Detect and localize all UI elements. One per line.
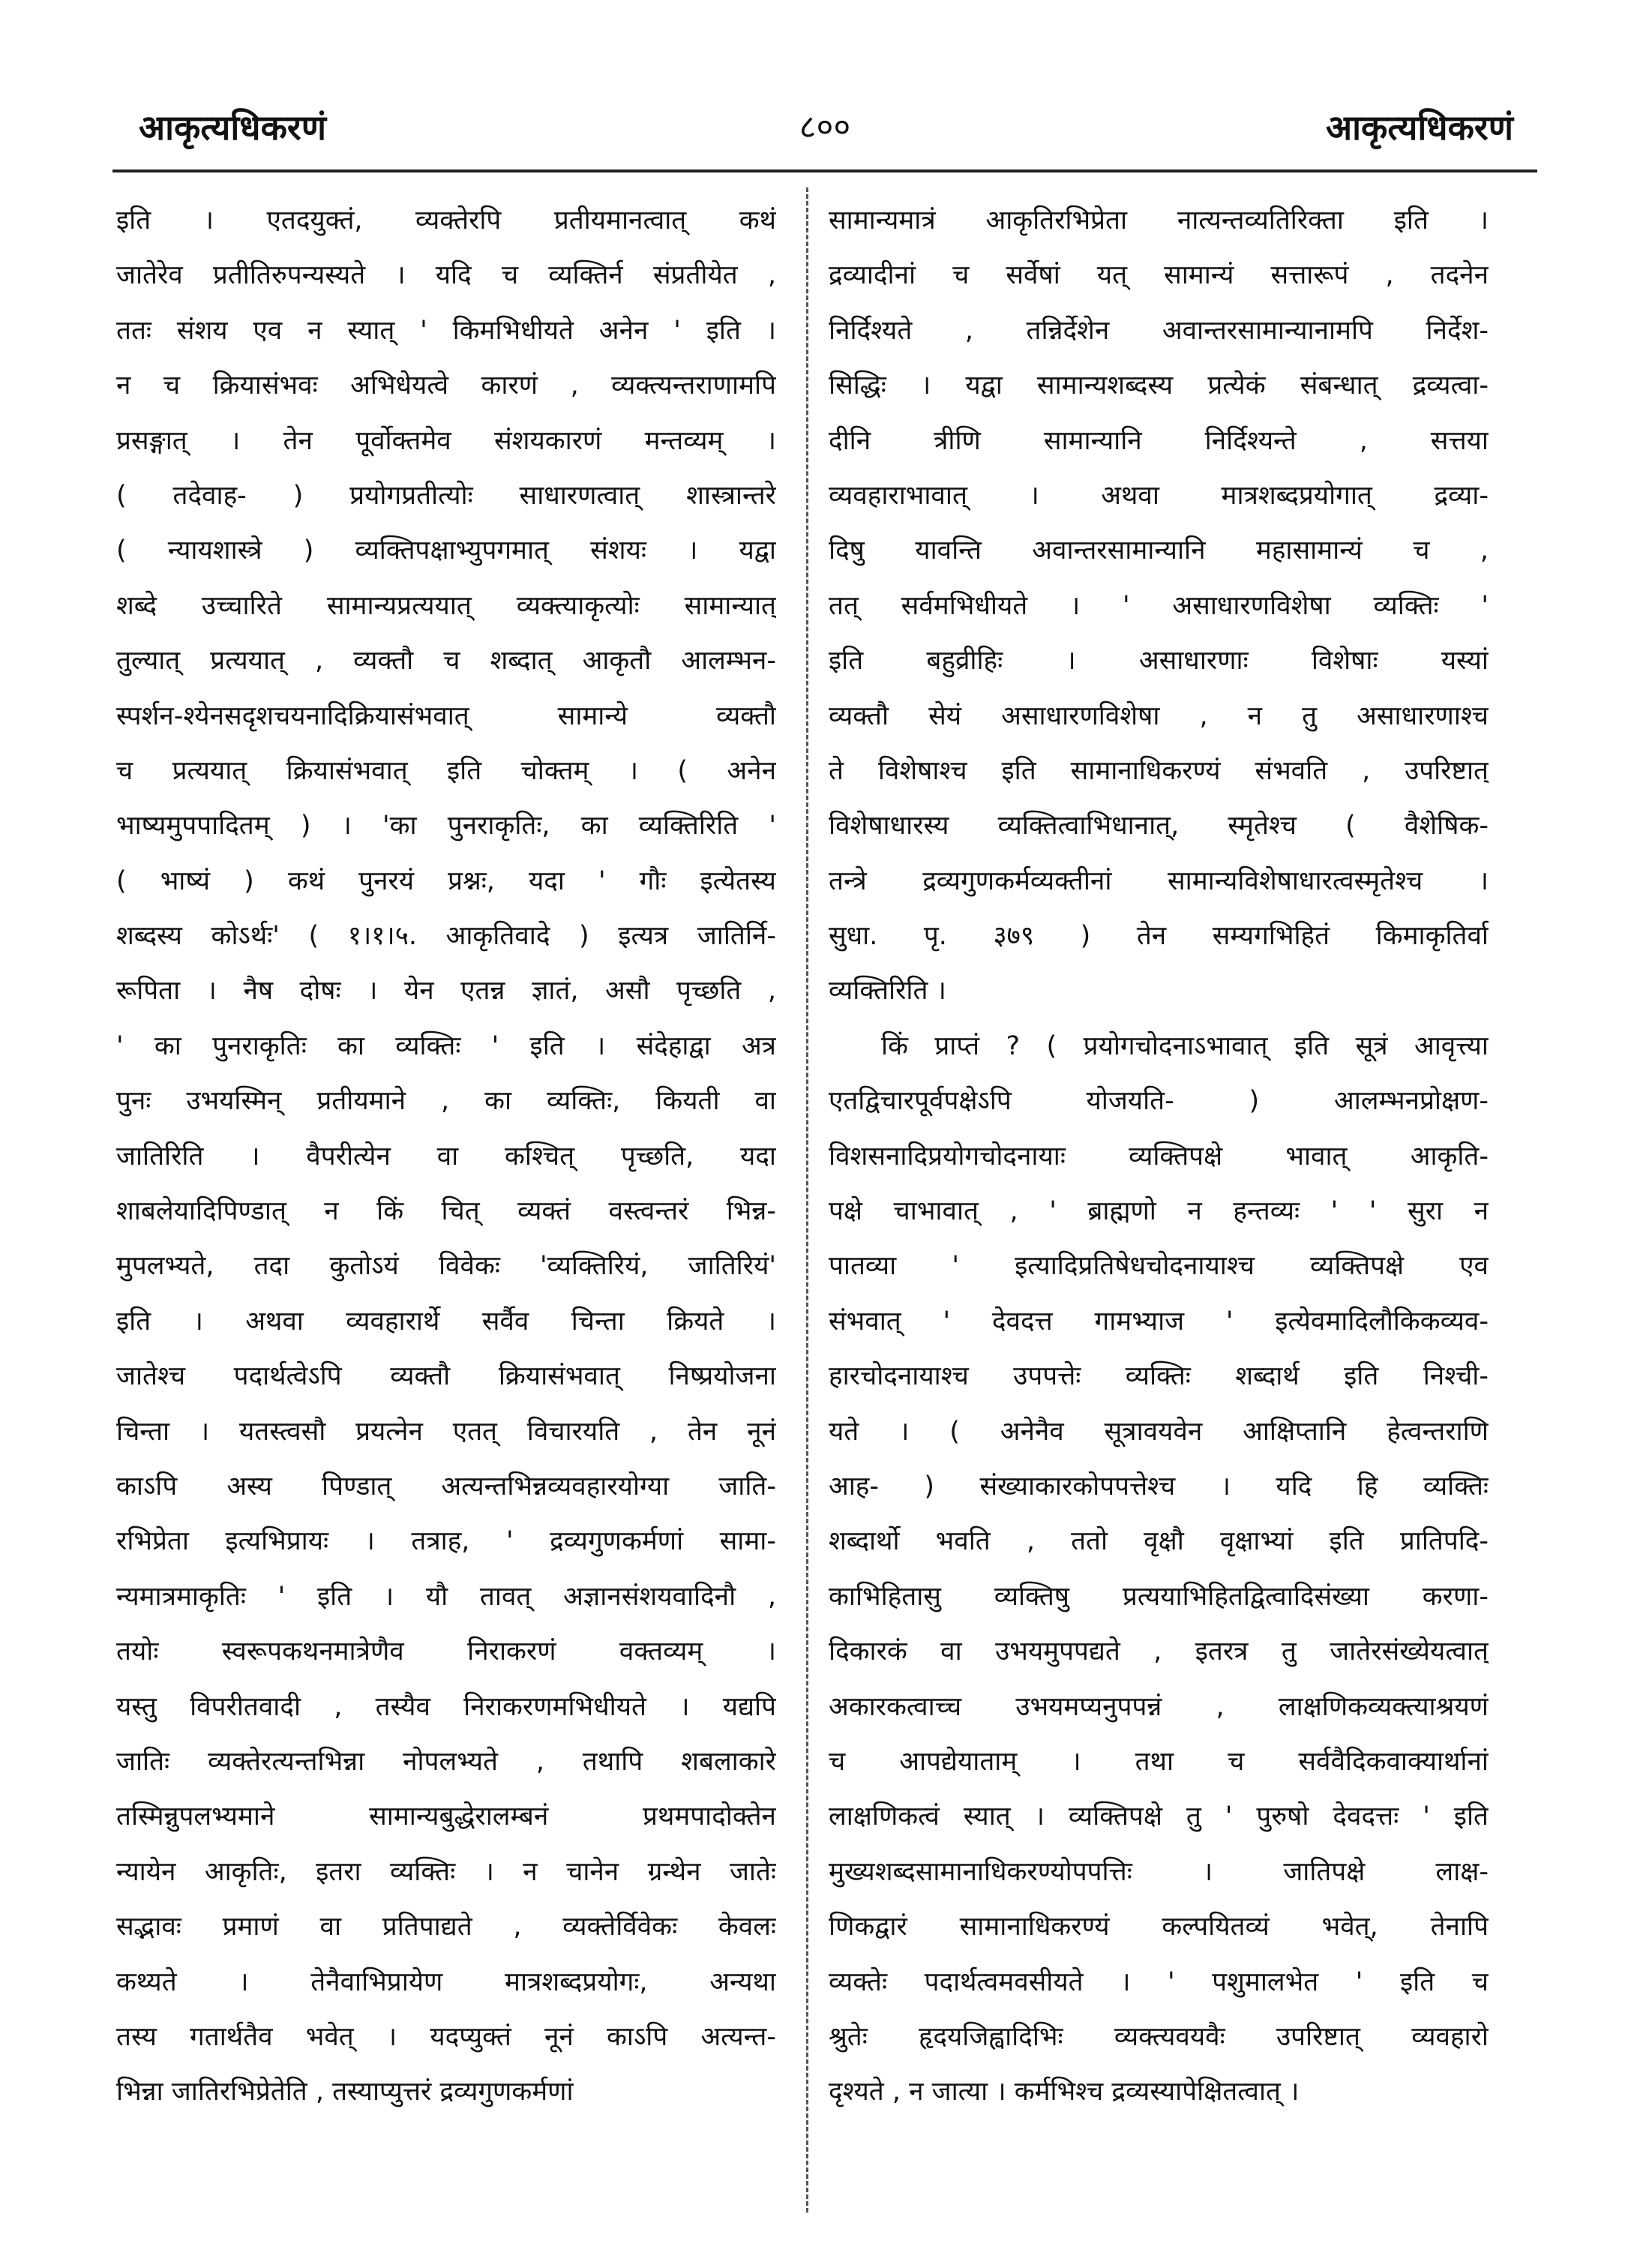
text-line: लाक्षणिकत्वं स्यात् । व्यक्तिपक्षे तु ' पुरुषो देवदत्तः ' इति (829, 1802, 1489, 1832)
text-line: दृश्यते , न जात्या । कर्मभिश्च द्रव्यस्यापेक्षितत्वात् । (829, 2077, 1300, 2108)
text-line: पक्षे चाभावात् , ' ब्राह्मणो न हन्तव्यः ' ' सुरा न (829, 1196, 1489, 1227)
text-line: तुल्यात् प्रत्ययात् , व्यक्तौ च शब्दात् आकृतौ आलम्भन- (116, 646, 776, 676)
text-line: दिकारकं वा उभयमुपपद्यते , इतरत्र तु जातेरसंख्येयत्वात् (829, 1636, 1489, 1667)
text-line: इति । अथवा व्यवहारार्थे सर्वैव चिन्ता क्रियते । (116, 1306, 776, 1336)
text-line: जातिरिति । वैपरीत्येन वा कश्चित् पृच्छति, यदा (116, 1141, 776, 1172)
text-line: तस्मिन्नुपलभ्यमाने सामान्यबुद्धेरालम्बनं प्रथमपादोक्तेन (116, 1802, 776, 1832)
text-line: सिद्धिः । यद्वा सामान्यशब्दस्य प्रत्येकं संबन्धात् द्रव्यत्वा- (829, 370, 1489, 401)
text-line: ( भाष्यं ) कथं पुनरयं प्रश्नः, यदा ' गौः इत्येतस्य (116, 866, 776, 896)
text-line: पातव्या ' इत्यादिप्रतिषेधचोदनायाश्च व्यक्तिपक्षे एव (829, 1251, 1489, 1282)
text-line: व्यक्तेः पदार्थत्वमवसीयते । ' पशुमालभेत ' इति च (829, 1966, 1489, 1997)
text-line: काभिहितासु व्यक्तिषु प्रत्ययाभिहितद्वित्वादिसंख्या करणा- (829, 1581, 1489, 1612)
text-line: च प्रत्ययात् क्रियासंभवात् इति चोक्तम् । ( अनेन (116, 755, 776, 786)
text-line: विशेषाधारस्य व्यक्तित्वाभिधानात्, स्मृतेश्च ( वैशेषिक- (829, 811, 1489, 842)
right-text-column (829, 194, 1489, 2211)
left-text-column (116, 194, 776, 2211)
text-line: स्पर्शन-श्येनसदृशचयनादिक्रियासंभवात् सामान्ये व्यक्तौ (116, 700, 776, 731)
text-line: दिषु यावन्ति अवान्तरसामान्यानि महासामान्यं च , (829, 536, 1489, 566)
running-head-right: आकृत्यधिकरणं (1326, 107, 1513, 148)
text-line: इति बहुव्रीहिः । असाधारणाः विशेषाः यस्यां (829, 646, 1489, 676)
text-line: विशसनादिप्रयोगचोदनायाः व्यक्तिपक्षे भावात् आकृति- (829, 1141, 1489, 1172)
text-line: यते । ( अनेनैव सूत्रावयवेन आक्षिप्तानि हेत्वन्तराणि (829, 1416, 1489, 1447)
text-line: सुधा. पृ. ३७९ ) तेन सम्यगभिहितं किमाकृतिर्वा (829, 921, 1489, 952)
text-line: हारचोदनायाश्च उपपत्तेः व्यक्तिः शब्दार्थ इति निश्ची- (829, 1361, 1489, 1392)
text-line: सामान्यमात्रं आकृतिरभिप्रेता नात्यन्तव्यतिरिक्ता इति । (829, 206, 1489, 236)
text-line: द्रव्यादीनां च सर्वेषां यत् सामान्यं सत्तारूपं , तदनेन (829, 260, 1489, 291)
column-divider (806, 188, 808, 2212)
text-line: अकारकत्वाच्च उभयमप्यनुपपन्नं , लाक्षणिकव्यक्त्याश्रयणं (829, 1691, 1489, 1722)
text-line: कथ्यते । तेनैवाभिप्रायेण मात्रशब्दप्रयोगः, अन्यथा (116, 1966, 776, 1997)
text-line: जातेश्च पदार्थत्वेऽपि व्यक्तौ क्रियासंभवात् निष्प्रयोजना (116, 1361, 776, 1392)
text-line: न च क्रियासंभवः अभिधेयत्वे कारणं , व्यक्त्यन्तराणामपि (116, 370, 776, 401)
text-line: ते विशेषाश्च इति सामानाधिकरण्यं संभवति , उपरिष्टात् (829, 755, 1489, 786)
text-line: संभवात् ' देवदत्त गामभ्याज ' इत्येवमादिलौकिकव्यव- (829, 1306, 1489, 1336)
text-line: च आपद्येयाताम् । तथा च सर्ववैदिकवाक्यार्थानां (829, 1746, 1489, 1777)
text-line: पुनः उभयस्मिन् प्रतीयमाने , का व्यक्तिः, कियती वा (116, 1086, 776, 1117)
text-line: न्यायेन आकृतिः, इतरा व्यक्तिः । न चानेन ग्रन्थेन जातेः (116, 1856, 776, 1887)
text-line: निर्दिश्यते , तन्निर्देशेन अवान्तरसामान्यानामपि निर्देश- (829, 315, 1489, 346)
text-line: श्रुतेः हृदयजिह्वादिभिः व्यक्त्यवयवैः उपरिष्टात् व्यवहारो (829, 2021, 1489, 2052)
text-line: मुपलभ्यते, तदा कुतोऽयं विवेकः 'व्यक्तिरियं, जातिरियं' (116, 1251, 776, 1282)
text-line: व्यक्तौ सेयं असाधारणविशेषा , न तु असाधारणाश्च (829, 700, 1489, 731)
text-line: ( तदेवाह- ) प्रयोगप्रतीत्योः साधारणत्वात् शास्त्रान्तरे (116, 480, 776, 511)
text-line: ' का पुनराकृतिः का व्यक्तिः ' इति । संदेहाद्वा अत्र (116, 1030, 776, 1061)
text-line: णिकद्वारं सामानाधिकरण्यं कल्पयितव्यं भवेत्, तेनापि (829, 1912, 1489, 1942)
page-number: ८०० (799, 108, 851, 146)
text-line: भिन्ना जातिरभिप्रेतेति , तस्याप्युत्तरं द्रव्यगुणकर्मणां (116, 2077, 574, 2108)
text-line: प्रसङ्गात् । तेन पूर्वोक्तमेव संशयकारणं मन्तव्यम् । (116, 425, 776, 456)
text-line: व्यवहाराभावात् । अथवा मात्रशब्दप्रयोगात् द्रव्या- (829, 480, 1489, 511)
text-line: काऽपि अस्य पिण्डात् अत्यन्तभिन्नव्यवहारयोग्या जाति- (116, 1471, 776, 1502)
text-line: जातेरेव प्रतीतिरुपन्यस्यते । यदि च व्यक्तिर्न संप्रतीयेत , (116, 260, 776, 291)
text-line: शब्दार्थो भवति , ततो वृक्षौ वृक्षाभ्यां इति प्रातिपदि- (829, 1526, 1489, 1557)
text-line: शब्दस्य कोऽर्थः' ( १।१।५. आकृतिवादे ) इत्यत्र जातिर्नि- (116, 921, 776, 952)
text-line: तयोः स्वरूपकथनमात्रेणैव निराकरणं वक्तव्यम् । (116, 1636, 776, 1667)
text-line: एतद्विचारपूर्वपक्षेऽपि योजयति- ) आलम्भनप्रोक्षण- (829, 1086, 1489, 1117)
text-line: मुख्यशब्दसामानाधिकरण्योपपत्तिः । जातिपक्षे लाक्ष- (829, 1856, 1489, 1887)
text-line: यस्तु विपरीतवादी , तस्यैव निराकरणमभिधीयते । यद्यपि (116, 1691, 776, 1722)
text-line: रभिप्रेता इत्यभिप्रायः । तत्राह, ' द्रव्यगुणकर्मणां सामा- (116, 1526, 776, 1557)
header-rule (112, 170, 1537, 172)
text-line: ( न्यायशास्त्रे ) व्यक्तिपक्षाभ्युपगमात् संशयः । यद्वा (116, 536, 776, 566)
text-line: तन्त्रे द्रव्यगुणकर्मव्यक्तीनां सामान्यविशेषाधारत्वस्मृतेश्च । (829, 866, 1489, 896)
text-line: चिन्ता । यतस्त्वसौ प्रयत्नेन एतत् विचारयति , तेन नूनं (116, 1416, 776, 1447)
text-line: आह- ) संख्याकारकोपपत्तेश्च । यदि हि व्यक्तिः (829, 1471, 1489, 1502)
running-head-left: आकृत्यधिकरणं (139, 107, 326, 148)
text-line: इति । एतदयुक्तं, व्यक्तेरपि प्रतीयमानत्वात् कथं (116, 206, 776, 236)
text-line: तस्य गतार्थतैव भवेत् । यदप्युक्तं नूनं काऽपि अत्यन्त- (116, 2021, 776, 2052)
text-line: किं प्राप्तं ? ( प्रयोगचोदनाऽभावात् इति सूत्रं आवृत्त्या (881, 1030, 1489, 1061)
text-line: व्यक्तिरिति । (829, 976, 946, 1006)
text-line: तत् सर्वमभिधीयते । ' असाधारणविशेषा व्यक्तिः ' (829, 590, 1489, 621)
text-line: ततः संशय एव न स्यात् ' किमभिधीयते अनेन ' इति । (116, 315, 776, 346)
text-line: सद्भावः प्रमाणं वा प्रतिपाद्यते , व्यक्तेर्विवेकः केवलः (116, 1912, 776, 1942)
text-line: जातिः व्यक्तेरत्यन्तभिन्ना नोपलभ्यते , तथापि शबलाकारे (116, 1746, 776, 1777)
text-line: भाष्यमुपपादितम् ) । 'का पुनराकृतिः, का व्यक्तिरिति ' (116, 811, 776, 842)
text-line: न्यमात्रमाकृतिः ' इति । यौ तावत् अज्ञानसंशयवादिनौ , (116, 1581, 776, 1612)
text-line: दीनि त्रीणि सामान्यानि निर्दिश्यन्ते , सत्तया (829, 425, 1489, 456)
text-line: शब्दे उच्चारिते सामान्यप्रत्ययात् व्यक्त्याकृत्योः सामान्यात् (116, 590, 776, 621)
text-line: रूपिता । नैष दोषः । येन एतन्न ज्ञातं, असौ पृच्छति , (116, 976, 776, 1006)
text-line: शाबलेयादिपिण्डात् न किं चित् व्यक्तं वस्त्वन्तरं भिन्न- (116, 1196, 776, 1227)
